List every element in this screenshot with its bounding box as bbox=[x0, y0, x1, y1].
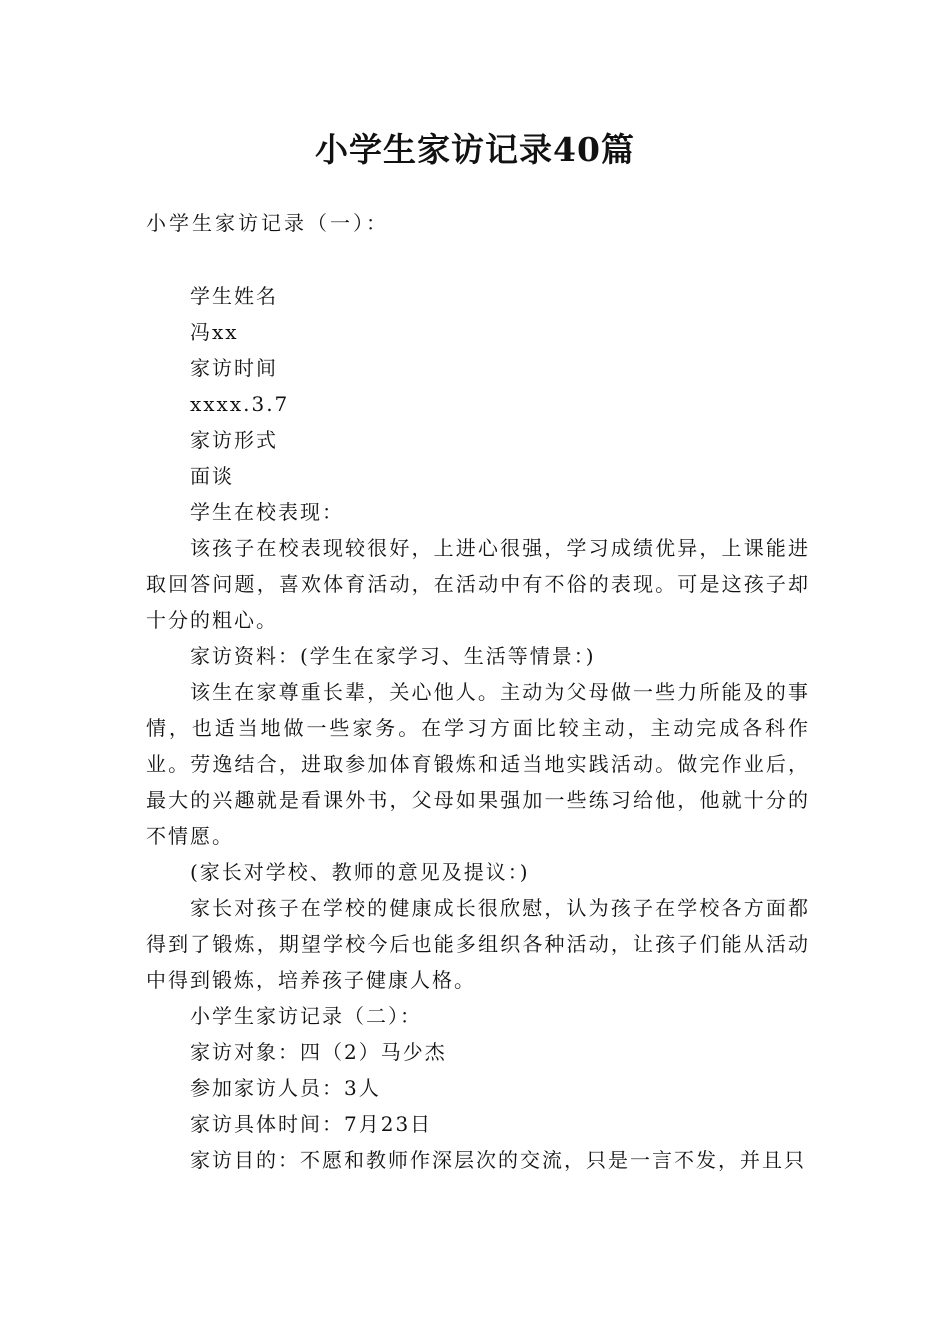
paragraph: 家访时间 bbox=[190, 356, 278, 380]
paragraph: 面谈 bbox=[190, 464, 234, 488]
paragraph: 家访资料：(学生在家学习、生活等情景：) bbox=[190, 644, 596, 668]
paragraph: 冯xx bbox=[190, 320, 239, 344]
paragraph: 该孩子在校表现较很好，上进心很强，学习成绩优异，上课能进取回答问题，喜欢体育活动，在活动中有不俗的表现。可是这孩子却十分的粗心。 bbox=[146, 536, 810, 632]
paragraph: xxxx.3.7 bbox=[190, 392, 290, 416]
section-heading: 小学生家访记录（一）： bbox=[146, 211, 389, 235]
paragraph: 家访具体时间：7月23日 bbox=[190, 1112, 433, 1136]
paragraph: 家访形式 bbox=[190, 428, 278, 452]
paragraph: 家访对象：四（2）马少杰 bbox=[190, 1040, 447, 1064]
paragraph: 家访目的：不愿和教师作深层次的交流，只是一言不发，并且只 bbox=[190, 1148, 806, 1172]
paragraph: 参加家访人员：3人 bbox=[190, 1076, 381, 1100]
document-body bbox=[146, 278, 810, 1178]
paragraph: 家长对孩子在学校的健康成长很欣慰，认为孩子在学校各方面都得到了锻炼，期望学校今后也能多组织各种活动，让孩子们能从活动中得到锻炼，培养孩子健康人格。 bbox=[146, 896, 810, 992]
paragraph: 小学生家访记录（二）： bbox=[190, 1004, 422, 1028]
paragraph: 该生在家尊重长辈，关心他人。主动为父母做一些力所能及的事情，也适当地做一些家务。在学习方面比较主动，主动完成各科作业。劳逸结合，进取参加体育锻炼和适当地实践活动。做完作业后，最大的兴趣就是看课外书，父母如果强加一些练习给他，他就十分的不情愿。 bbox=[146, 680, 810, 848]
paragraph: 学生姓名 bbox=[190, 284, 278, 308]
paragraph: (家长对学校、教师的意见及提议：) bbox=[190, 860, 530, 884]
paragraph: 学生在校表现： bbox=[190, 500, 344, 524]
document-title: 小学生家访记录40篇 bbox=[315, 130, 635, 169]
